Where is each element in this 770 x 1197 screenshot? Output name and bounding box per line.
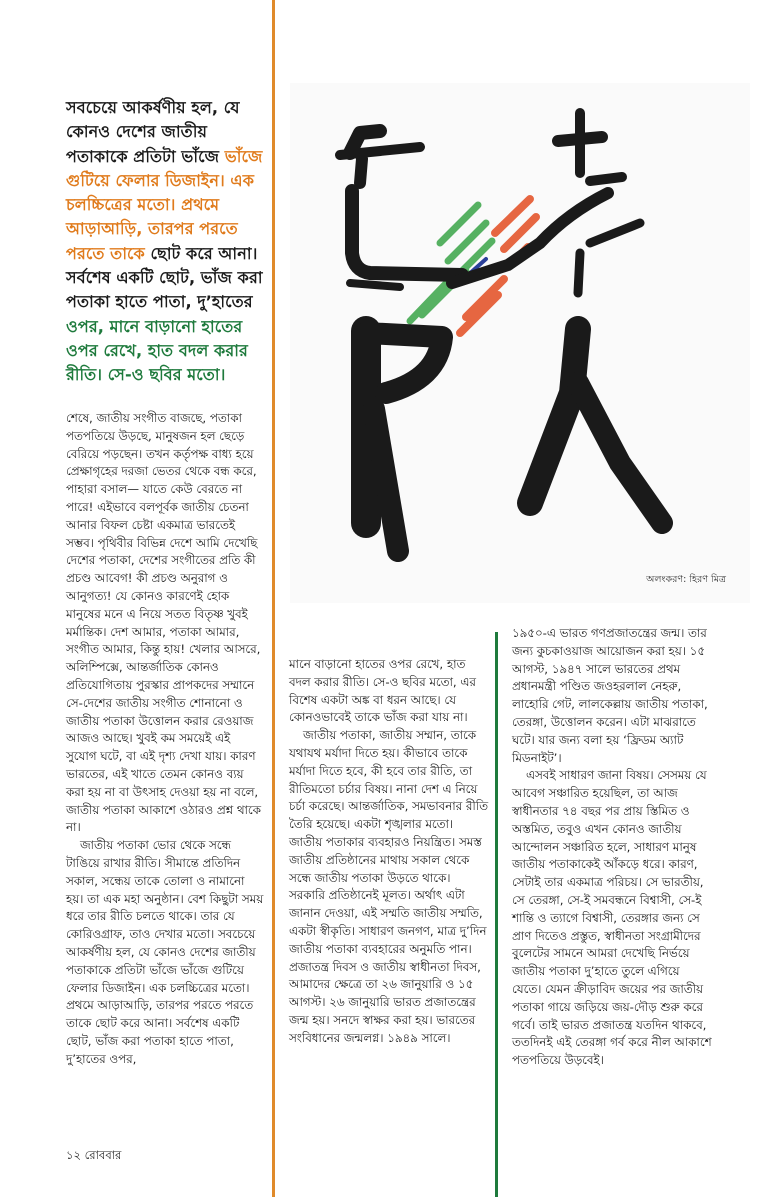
pull-quote-part-4: ওপর, মানে বাড়ানো হাতের ওপর রেখে, হাত বদল করার রীতি। সে-ও ছবির মতো। bbox=[66, 316, 248, 385]
column-1-paragraph-1: শেষে, জাতীয় সংগীত বাজছে, পতাকা পতপতিয়ে উড়ছে, মানুষজন হল ছেড়ে বেরিয়ে পড়ছেন। তখন কর্তৃপক্ষ বাধ্য হয়ে প্রেক্ষাগৃহের দরজা ভেতর থেকে বন্ধ করে, পাহারা বসাল— যাতে কেউ বেরতে না পারে! এইভাবে বলপূর্বক জাতীয় চেতনা আনার বিফল চেষ্টা একমাত্র ভারতেই সম্ভব। পৃথিবীর বিভিন্ন দেশে আমি দেখেছি দেশের পতাকা, দেশের সংগীতের প্রতি কী প্রচণ্ড আবেগ! কী প্রচণ্ড অনুরাগ ও আনুগত্য! যে কোনও কারণেই হোক মানুষের মনে এ নিয়ে সতত বিতৃষ্ণ খুবই মর্মান্তিক। দেশ আমার, পতাকা আমার, সংগীত আমার, কিন্তু হায়! খেলার আসরে, অলিম্পিক্সে, আন্তর্জাতিক কোনও প্রতিযোগিতায় পুরস্কার প্রাপকদের সম্মানে সে-দেশের জাতীয় সংগীত শোনানো ও জাতীয় পতাকা উত্তোলন করার রেওয়াজ আজও আছে। খুবই কম সময়েই এই সুযোগ ঘটে, বা এই দৃশ্য দেখা যায়। কারণ ভারতের, এই খাতে তেমন কোনও ব্যয় করা হয় না বা উৎসাহ দেওয়া হয় না বলে, জাতীয় পতাকা আকাশে ওঠারও প্রশ্ন থাকে না। bbox=[66, 411, 261, 835]
illustration bbox=[290, 83, 750, 603]
pull-quote-part-3: ছোট করে আনা। সর্বশেষ একটি ছোট, ভাঁজ করা পতাকা হাতে পাতা, দু’হাতের bbox=[66, 243, 263, 312]
column-3-paragraph-2: এসবই সাধারণ জানা বিষয়। সেসময় যে আবেগ সঞ্চারিত হয়েছিল, তা আজ স্বাধীনতার ৭৪ বছর পর প্রায় স্তিমিত ও অস্তমিত, তবুও এখন কোনও জাতীয় আন্দোলন সঞ্চারিত হলে, সাধারণ মানুষ জাতীয় পতাকাকেই আঁকড়ে ধরে। কারণ, সেটাই তার একমাত্র পরিচয়। সে ভারতীয়, সে তেরঙ্গা, সে-ই সমবন্ধনে বিশ্বাসী, সে-ই শান্তি ও ত্যাগে বিশ্বাসী, তেরঙ্গার জন্য সে প্রাণ দিতেও প্রস্তুত, স্বাধীনতা সংগ্রামীদের বুলেটের সামনে আমরা দেখেছি নির্ভয়ে জাতীয় পতাকা দু’হাতে তুলে এগিয়ে যেতে। যেমন ক্রীড়াবিদ জয়ের পর জাতীয় পতাকা গায়ে জড়িয়ে জয়-দৌড় শুরু করে গর্বে। তাই ভারত প্রজাতন্ত্র যতদিন থাকবে, ততদিনই এই তেরঙ্গা গর্ব করে নীল আকাশে পতপতিয়ে উড়বেই। bbox=[512, 768, 712, 1068]
pull-quote bbox=[66, 96, 266, 388]
article-column-2 bbox=[289, 656, 489, 1048]
column-3-paragraph-1: ১৯৫০-এ ভারত গণপ্রজাতন্ত্রের জন্ম। তার জন্য কুচকাওয়াজ আয়োজন করা হয়। ১৫ আগস্ট, ১৯৪৭ সালে ভারতের প্রথম প্রধানমন্ত্রী পণ্ডিত জওহরলাল নেহরু, লাহোরি গেট, লালকেল্লায় জাতীয় পতাকা, তেরঙ্গা, উত্তোলন করেন। এটা মাঝরাতে ঘটে। যার জন্য বলা হয় ‘ফ্রিডম অ্যাট মিডনাইট’। bbox=[512, 626, 708, 765]
illustration-caption: অলংকরণ: হিরণ মিত্র bbox=[646, 574, 726, 585]
right-figure bbox=[452, 113, 662, 523]
left-figure bbox=[340, 131, 462, 551]
orange-column-rule bbox=[272, 0, 275, 1197]
column-2-paragraph-1: মানে বাড়ানো হাতের ওপর রেখে, হাত বদল করার রীতি। সে-ও ছবির মতো, এর বিশেষ একটা অঙ্ক বা ধরন আছে। যে কোনওভাবেই তাকে ভাঁজ করা যায় না। bbox=[289, 657, 476, 725]
column-1-paragraph-2: জাতীয় পতাকা ভোর থেকে সন্ধে টাঙিয়ে রাখার রীতি। সীমান্তে প্রতিদিন সকাল, সন্ধেয় তাকে তোলা ও নামানো হয়। তা এক মহা অনুষ্ঠান। বেশ কিছুটা সময় ধরে তার রীতি চলতে থাকে। তার যে কোরিওগ্রাফ, তাও দেখার মতো। সবচেয়ে আকর্ষণীয় হল, যে কোনও দেশের জাতীয় পতাকাকে প্রতিটা ভাঁজে ভাঁজে গুটিয়ে ফেলার ডিজাইন। এক চলচ্চিত্রের মতো। প্রথমে আড়াআড়ি, তারপর পরতে পরতে তাকে ছোট করে আনা। সর্বশেষ একটি ছোট, ভাঁজ করা পতাকা হাতে পাতা, দু’হাতের ওপর, bbox=[66, 838, 264, 1066]
pull-quote-part-1: সবচেয়ে আকর্ষণীয় হল, যে কোনও দেশের জাতীয় পতাকাকে প্রতিটা ভাঁজে bbox=[66, 98, 240, 166]
article-column-3 bbox=[512, 625, 712, 1070]
green-column-rule bbox=[495, 632, 498, 1197]
page-folio: ১২ রোববার bbox=[66, 1148, 122, 1162]
brush-figures-drawing bbox=[290, 83, 750, 603]
pull-quote-part-2: ভাঁজে গুটিয়ে ফেলার ডিজাইন। এক চলচ্চিত্রের মতো। প্রথমে আড়াআড়ি, তারপর পরতে পরতে তাকে bbox=[66, 146, 263, 263]
column-2-paragraph-2: জাতীয় পতাকা, জাতীয় সম্মান, তাকে যথাযথ মর্যাদা দিতে হয়। কীভাবে তাকে মর্যাদা দিতে হবে, কী হবে তার রীতি, তা রীতিমতো চর্চার বিষয়। নানা দেশ এ নিয়ে চর্চা করেছে। আন্তর্জাতিক, সমভাবনার রীতি তৈরি হয়েছে। একটা শৃঙ্খলার মতো। জাতীয় পতাকার ব্যবহারও নিয়ন্ত্রিত। সমস্ত জাতীয় প্রতিষ্ঠানের মাথায় সকাল থেকে সন্ধে জাতীয় পতাকা উড়তে থাকে। সরকারি প্রতিষ্ঠানেই মূলত। অর্থাৎ এটা জানান দেওয়া, এই সম্মতি জাতীয় সম্মতি, একটা স্বীকৃতি। সাধারণ জনগণ, মাত্র দু’দিন জাতীয় পতাকা ব্যবহারের অনুমতি পান। প্রজাতন্ত্র দিবস ও জাতীয় স্বাধীনতা দিবস, আমাদের ক্ষেত্রে তা ২৬ জানুয়ারি ও ১৫ আগস্ট। ২৬ জানুয়ারি ভারত প্রজাতন্ত্রের জন্ম হয়। সনদে স্বাক্ষর করা হয়। ভারতের সংবিধানের জন্মলগ্ন। ১৯৪৯ সালে। bbox=[289, 728, 489, 1045]
article-column-1 bbox=[66, 410, 264, 1068]
